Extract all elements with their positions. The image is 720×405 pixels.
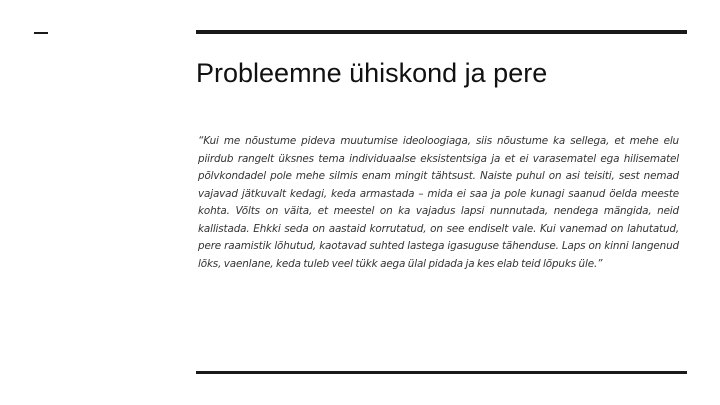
slide-title: Probleemne ühiskond ja pere (196, 58, 548, 88)
quote-paragraph: “Kui me nõustume pideva muutumise ideoloogiaga, siis nõustume ka sellega, et mehe elu piirdub rangelt üksnes tema individuaalse eksistentsiga ja et ei varasematel ega hilisematel põlvkondadel pole mehe silmis enam mingit tähtsust. Naiste puhul on asi teisiti, sest nemad vajavad jätkuvalt kedagi, keda armastada – mida ei saa ja pole kunagi saanud öelda meeste kohta. Võlts on väita, et meestel on ka vajadus lapsi nunnutada, nendega mängida, neid kallistada. Ehkki seda on aastaid korrutatud, on see endiselt vale. Kui vanemad on lahutatud, pere raamistik lõhutud, kaotavad suhted lastega igasuguse tähenduse. Laps on kinni langenud lõks, vaenlane, keda tuleb veel tükk aega ülal pidada ja kes elab teid lõpuks üle.” (198, 135, 679, 270)
top-rule (196, 30, 687, 34)
corner-dash (34, 32, 48, 34)
bottom-rule (196, 371, 687, 374)
